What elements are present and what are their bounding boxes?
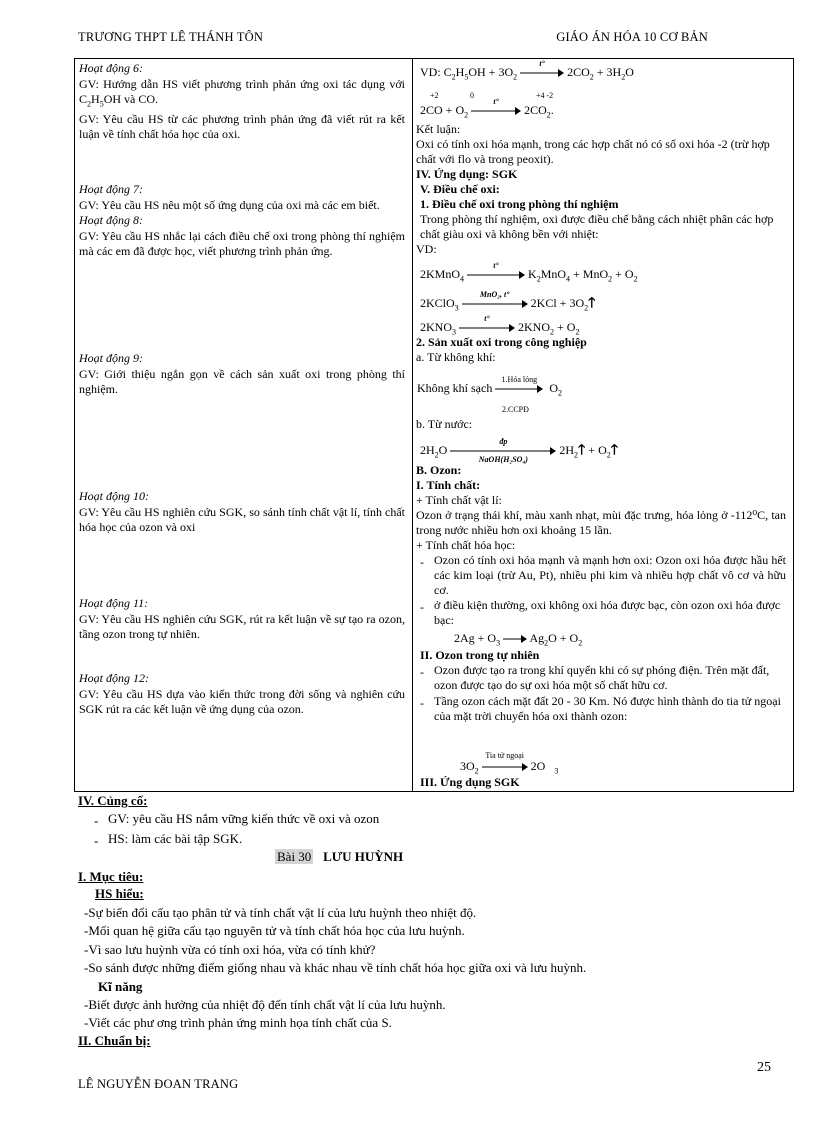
- gas-up-arrow-icon: 🡑: [610, 443, 619, 458]
- activity-6-text-1: GV: Hướng dẫn HS viết phương trình phản ứng oxi tác dụng với $C_2H_5OH$ và CO.: [79, 76, 405, 109]
- activity-7-title: Hoạt động 7:: [79, 182, 143, 196]
- skills-title: Kĩ năng: [98, 979, 143, 994]
- equation-ethanol: VD: $C_2H_5OH + 3O_2$ t° $2CO_2 + 3H_2O$: [420, 59, 634, 82]
- conclusion-title: Kết luận:: [416, 122, 461, 136]
- activity-8-title: Hoạt động 8:: [79, 213, 143, 227]
- conclusion-block: [416, 122, 786, 257]
- gas-up-arrow-icon: 🡑: [578, 443, 586, 458]
- consolidation-2: - HS: làm các bài tập SGK.: [90, 830, 768, 848]
- equation-silver: $2Ag + O_3$ $Ag_2O + O_2$: [454, 631, 583, 648]
- arrow-icon: t°: [467, 271, 525, 279]
- activity-9-title: Hoạt động 9:: [79, 351, 143, 365]
- objective-3: -Vì sao lưu huỳnh vừa có tính oxi hóa, vừa có tính khử?: [84, 942, 376, 957]
- arrow-icon: t°: [471, 107, 521, 115]
- activity-6-text-2: GV: Yêu cầu HS từ các phương trình phản ứng đã viết rút ra kết luận về tính chất hóa học của oxi.: [79, 111, 405, 142]
- activity-12-title: Hoạt động 12:: [79, 671, 149, 685]
- objective-1: -Sự biến đổi cấu tạo phân tử và tính chất vật lí của lưu huỳnh theo nhiệt độ.: [84, 905, 477, 920]
- gas-up-arrow-icon: 🡑: [588, 296, 596, 311]
- activity-9-text: GV: Giới thiệu ngắn gọn về cách sản xuất oxi trong phòng thí nghiệm.: [79, 366, 405, 396]
- activity-12-text: GV: Yêu cầu HS dựa vào kiến thức trong đời sống và nghiên cứu SGK rút ra các kết luận về ứng dụng của ozon.: [79, 686, 405, 716]
- lesson-table: [74, 58, 794, 792]
- section-applications: IV. Ứng dụng: SGK: [416, 167, 518, 181]
- oxidation-state-co2: +4 -2: [536, 91, 554, 100]
- ozone-nature-1: - Ozon được tạo ra trong khí quyển khi có sự phóng điện. Trên mặt đất, ozon được tạo do sự oxi hóa một số chất hữu cơ.: [416, 663, 786, 693]
- activity-12: [79, 671, 405, 718]
- skill-2: -Viết các phư ơng trình phản ứng minh họa tính chất của S.: [84, 1015, 392, 1030]
- ozone-section: [416, 463, 786, 628]
- skill-1: -Biết được ảnh hưởng của nhiệt độ đến tính chất vật lí của lưu huỳnh.: [84, 997, 446, 1012]
- footer-author: LÊ NGUYỄN ĐOAN TRANG: [78, 1077, 239, 1091]
- activity-9: [79, 351, 405, 398]
- chemical-property-2: - ở điều kiện thường, oxi không oxi hóa được bạc, còn ozon oxi hóa được bạc:: [416, 598, 786, 628]
- conclusion-text: Oxi có tính oxi hóa mạnh, trong các hợp chất nó có số oxi hóa -2 (trừ hợp chất với flo và trong peoxit).: [416, 137, 770, 166]
- activity-6-title: Hoạt động 6:: [79, 61, 143, 75]
- objective-4: -So sánh được những điểm giống nhau và khác nhau về tính chất hóa học giữa oxi và lưu huỳnh.: [84, 960, 587, 975]
- equation-air: Không khí sạch 1.Hóa lỏng $O_2$: [417, 375, 562, 398]
- activity-10-text: GV: Yêu cầu HS nghiên cứu SGK, so sánh tính chất vật lí, tính chất hóa học của ozon và oxi: [79, 504, 405, 534]
- understand-title: HS hiểu:: [95, 886, 144, 901]
- equation-kno3: $2KNO_3$ t° $2KNO_2 + O_2$: [420, 314, 580, 337]
- activity-7-text: GV: Yêu cầu HS nêu một số ứng dụng của oxi mà các em biết.: [79, 197, 380, 212]
- activity-10-title: Hoạt động 10:: [79, 489, 149, 503]
- arrow-icon: t°: [459, 324, 515, 332]
- consolidation-1: - GV: yêu cầu HS nắm vững kiến thức về oxi và ozon: [90, 810, 768, 828]
- equation-kmno4: 2KMnO$_4$ t° $K_2MnO_4 + MnO_2 + O_2$: [420, 261, 638, 284]
- activity-8-text: GV: Yêu cầu HS nhắc lại cách điều chế oxi trong phòng thí nghiệm mà các em đã được học, viết phương trình phản ứng.: [79, 228, 405, 258]
- section-industrial: 2. Sản xuất oxi trong công nghiệp: [416, 335, 587, 349]
- objective-2: -Mối quan hệ giữa cấu tạo nguyên tử và tính chất hóa học của lưu huỳnh.: [84, 923, 465, 938]
- from-water-label: b. Từ nước:: [416, 417, 473, 431]
- physical-properties-text: Ozon ở trạng thái khí, màu xanh nhạt, mùi đặc trưng, hóa lỏng ở -112⁰C, tan trong nước nhiều hơn oxi khoảng 15 lần.: [416, 508, 786, 537]
- equation-kclo3: 2KClO$_3$ MnO₂, t° $2KCl + 3O_2🡑$: [420, 290, 596, 313]
- equation-electrolysis: $2H_2O$ đp NaOH(H₂SO₄) $2H_2🡑$ + $O_2🡑$: [420, 437, 619, 465]
- equation-ozone: $3O_2$ Tia tử ngoại 2O $_3$: [460, 751, 559, 776]
- industrial-production: [416, 335, 786, 365]
- arrow-icon: t°: [520, 69, 564, 77]
- oxidation-state-c: +2: [430, 91, 439, 100]
- activity-7: [79, 182, 405, 260]
- example-label: VD:: [416, 242, 437, 256]
- oxidation-state-o: 0: [470, 91, 474, 100]
- header-title: GIÁO ÁN HÓA 10 CƠ BẢN: [556, 30, 708, 44]
- objectives-title: I. Mục tiêu:: [78, 869, 144, 884]
- equation-co: $2CO + O_2$ t° $2CO_2$.: [420, 97, 554, 120]
- physical-properties-title: + Tính chất vật lí:: [416, 493, 502, 507]
- section-preparation: V. Điều chế oxi:: [420, 182, 500, 196]
- section-ozone-nature: II. Ozon trong tự nhiên: [420, 648, 540, 662]
- activity-11-text: GV: Yêu cầu HS nghiên cứu SGK, rút ra kết luận về sự tạo ra ozon, tầng ozon trong tự nhiên.: [79, 611, 405, 641]
- ozone-nature: [416, 648, 786, 724]
- arrow-icon: 1.Hóa lỏng: [495, 385, 543, 393]
- activity-11: [79, 596, 405, 643]
- activity-11-title: Hoạt động 11:: [79, 596, 149, 610]
- air-step-2: 2.CCPĐ: [502, 405, 529, 414]
- preparation-title: II. Chuẩn bị:: [78, 1033, 151, 1048]
- chemical-property-1: - Ozon có tính oxi hóa mạnh và mạnh hơn oxi: Ozon oxi hóa được hầu hết các kim loại (trừ Au, Pt), nhiều phi kim và nhiều hợp chất vô cơ và hữu cơ.: [416, 553, 786, 598]
- activity-6: [79, 61, 405, 143]
- section-properties: I. Tính chất:: [416, 478, 481, 492]
- arrow-icon: [503, 635, 527, 643]
- consolidation-title: IV. Củng cố:: [78, 793, 148, 808]
- from-air-label: a. Từ không khí:: [416, 350, 496, 364]
- lab-preparation-text: Trong phòng thí nghiệm, oxi được điều chế bằng cách nhiệt phân các hợp chất giàu oxi và không bền với nhiệt:: [420, 212, 774, 241]
- chemical-properties-title: + Tính chất hóa học:: [416, 538, 516, 552]
- header-school: TRƯƠNG THPT LÊ THÁNH TÔN: [78, 30, 264, 44]
- ozone-nature-2: - Tầng ozon cách mặt đất 20 - 30 Km. Nó được hình thành do tia tử ngoại của mặt trời chuyển hóa oxi thành ozon:: [416, 694, 786, 724]
- activity-10: [79, 489, 405, 536]
- column-divider: [412, 59, 413, 791]
- section-ozone: B. Ozon:: [416, 463, 462, 477]
- page-number: 25: [757, 1060, 771, 1075]
- arrow-icon: Tia tử ngoại: [482, 763, 528, 771]
- lesson-title: Bài 30 LƯU HUỲNH: [277, 849, 404, 864]
- section-lab-preparation: 1. Điều chế oxi trong phòng thí nghiệm: [420, 197, 619, 211]
- arrow-icon: MnO₂, t°: [462, 300, 528, 308]
- arrow-icon: đp NaOH(H₂SO₄): [450, 447, 556, 455]
- ozone-applications: III. Ứng dụng SGK: [420, 775, 520, 789]
